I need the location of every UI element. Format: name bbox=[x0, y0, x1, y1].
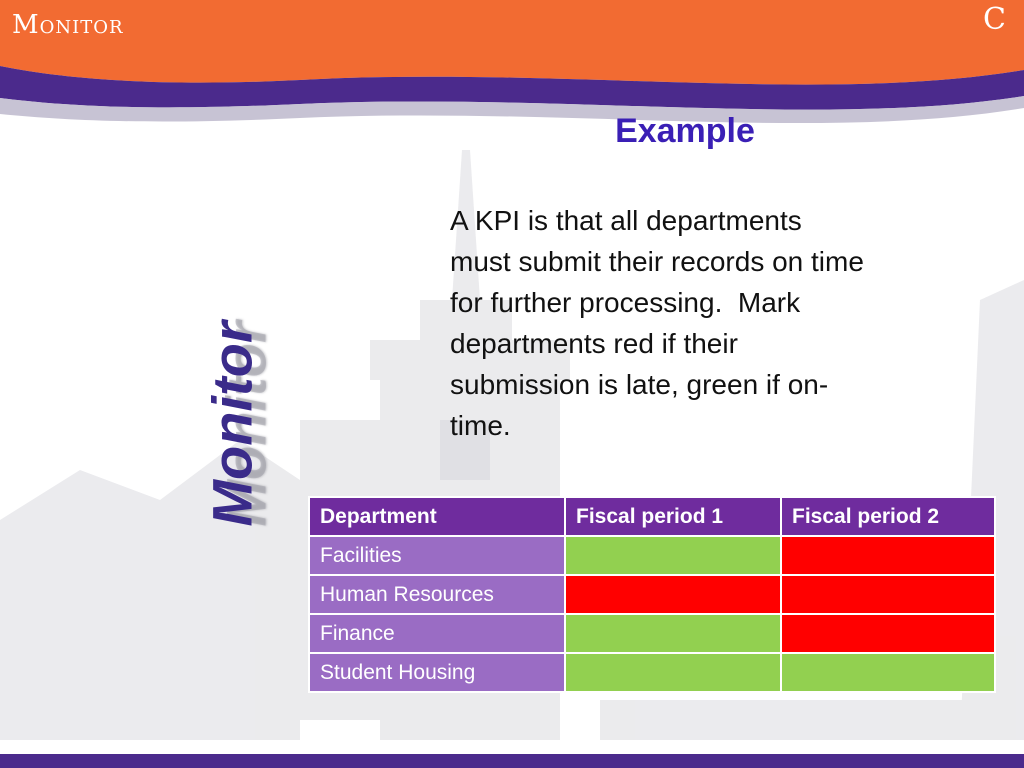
table-row bbox=[309, 536, 995, 575]
department-cell: Student Housing bbox=[309, 653, 565, 692]
slide-title: Example bbox=[615, 112, 755, 150]
status-cell bbox=[781, 653, 995, 692]
header-department: Department bbox=[309, 497, 565, 536]
department-cell: Human Resources bbox=[309, 575, 565, 614]
table-row bbox=[309, 575, 995, 614]
table-header-row bbox=[309, 497, 995, 536]
department-cell: Finance bbox=[309, 614, 565, 653]
kpi-table bbox=[308, 496, 996, 693]
status-cell bbox=[781, 614, 995, 653]
table-row bbox=[309, 614, 995, 653]
header-logo-mark: C bbox=[983, 2, 1006, 37]
footer-band bbox=[0, 754, 1024, 768]
header-band bbox=[0, 0, 1024, 85]
status-cell bbox=[565, 575, 781, 614]
status-cell bbox=[565, 536, 781, 575]
table-row bbox=[309, 653, 995, 692]
status-cell bbox=[781, 536, 995, 575]
vertical-word-art: Monitor bbox=[200, 321, 264, 527]
department-cell: Facilities bbox=[309, 536, 565, 575]
header-title: Monitor bbox=[12, 10, 124, 40]
status-cell bbox=[565, 614, 781, 653]
status-cell bbox=[565, 653, 781, 692]
status-cell bbox=[781, 575, 995, 614]
header-period-1: Fiscal period 1 bbox=[565, 497, 781, 536]
body-text: A KPI is that all departments must submit their records on time for further processing. Mark departments red if their submission is late, green if on- time. bbox=[450, 205, 864, 441]
header-period-2: Fiscal period 2 bbox=[781, 497, 995, 536]
